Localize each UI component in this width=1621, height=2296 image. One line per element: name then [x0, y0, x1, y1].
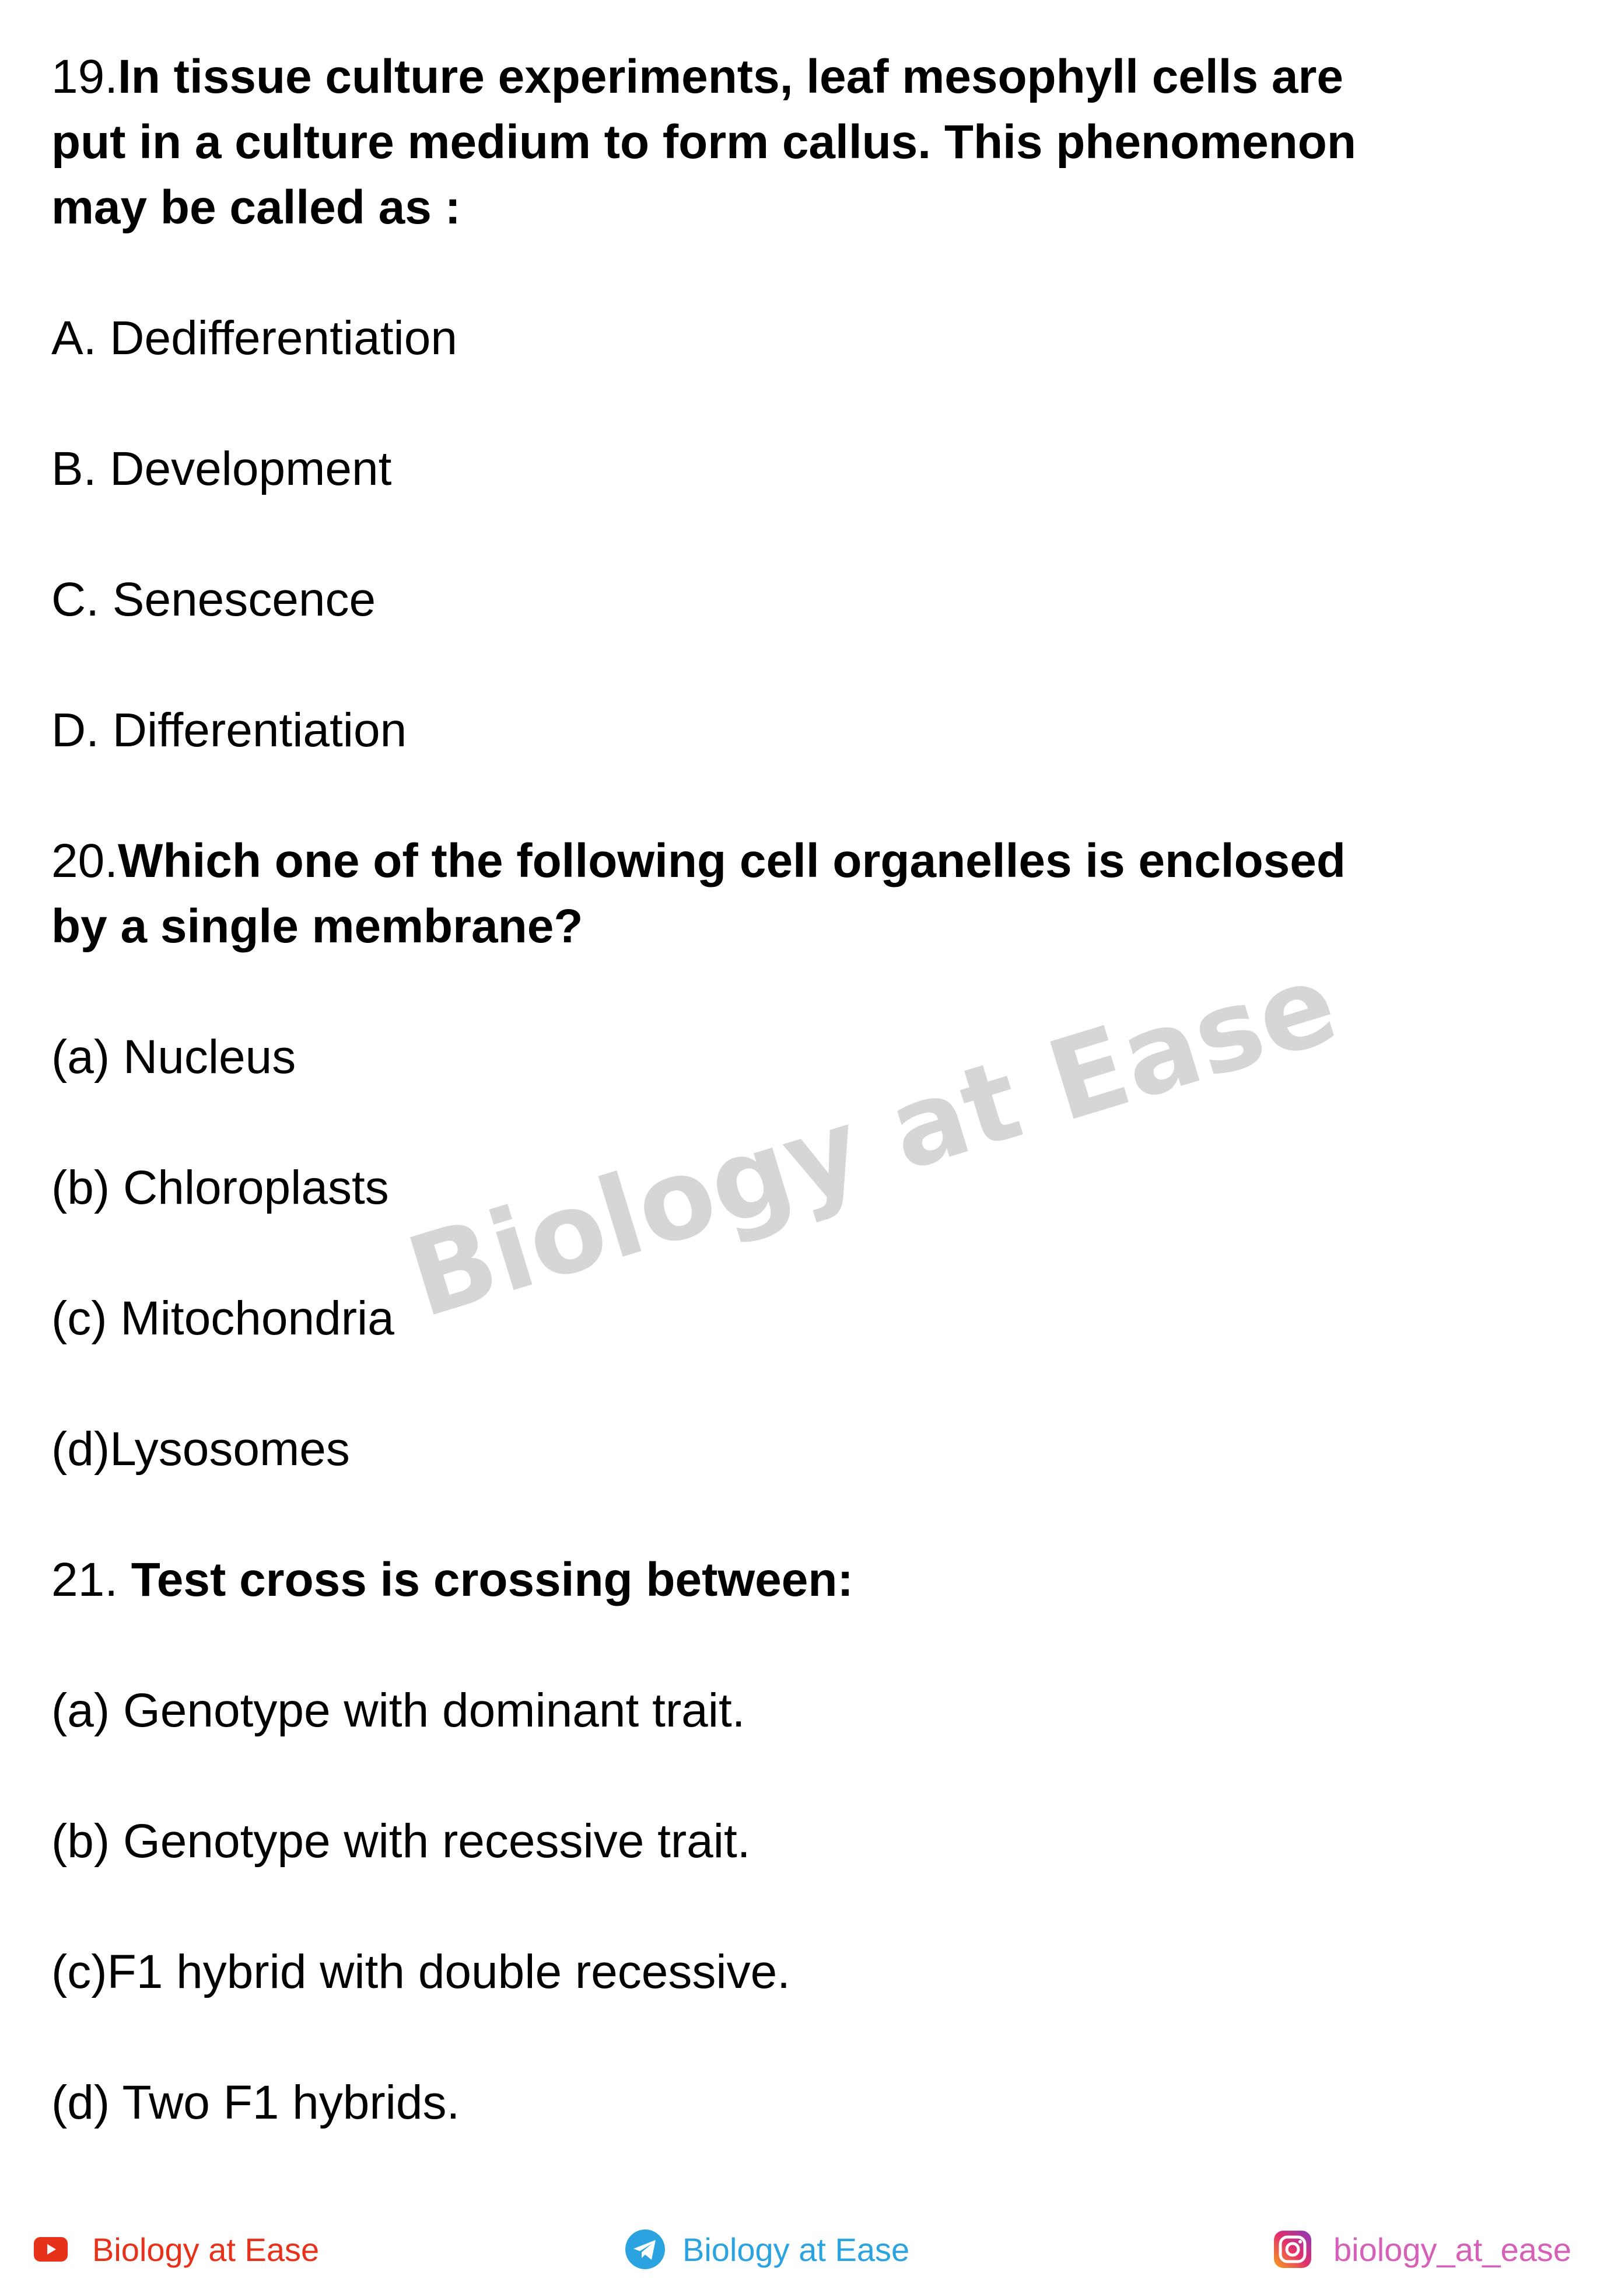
q21-option-a: (a) Genotype with dominant trait. [51, 1684, 745, 1737]
q19-option-b: B. Development [51, 442, 392, 495]
q19-text-line-1: In tissue culture experiments, leaf mesophyll cells are [118, 50, 1343, 103]
q21-option-d: (d) Two F1 hybrids. [51, 2076, 460, 2129]
q20-text-line-1: Which one of the following cell organelles is enclosed [118, 834, 1346, 887]
q20-option-b: (b) Chloroplasts [51, 1161, 389, 1214]
watermark: Biology at Ease [394, 938, 1351, 1343]
q20-text-line-2: by a single membrane? [51, 900, 583, 953]
q19-option-d: D. Differentiation [51, 704, 407, 757]
q19-line-1 [51, 44, 1343, 110]
q20-number: 20. [51, 834, 118, 887]
q21-option-b: (b) Genotype with recessive trait. [51, 1815, 751, 1868]
q19-text-line-2: put in a culture medium to form callus. This phenomenon [51, 116, 1356, 169]
footer-instagram-label: biology_at_ease [1333, 2231, 1571, 2268]
q20-option-a: (a) Nucleus [51, 1030, 296, 1084]
footer-instagram-link[interactable] [1274, 2226, 1571, 2273]
youtube-icon [34, 2237, 68, 2262]
q19-option-c: C. Senescence [51, 573, 376, 626]
q20-line-1 [51, 829, 1346, 894]
footer-telegram-link[interactable] [625, 2226, 909, 2273]
telegram-icon [625, 2229, 665, 2269]
footer-youtube-label: Biology at Ease [92, 2231, 320, 2268]
q21-option-c: (c)F1 hybrid with double recessive. [51, 1945, 790, 1998]
q20-option-d: (d)Lysosomes [51, 1423, 350, 1476]
q20-option-c: (c) Mitochondria [51, 1292, 394, 1345]
instagram-icon [1274, 2231, 1311, 2268]
q21-number: 21. [51, 1553, 131, 1606]
q19-text-line-3: may be called as : [51, 181, 461, 234]
footer-telegram-label: Biology at Ease [682, 2231, 910, 2268]
q21-line-1 [51, 1547, 853, 1613]
footer-youtube-link[interactable] [34, 2226, 319, 2273]
q19-number: 19. [51, 50, 118, 103]
q19-option-a: A. Dedifferentiation [51, 312, 457, 365]
q21-text: Test cross is crossing between: [131, 1553, 853, 1606]
